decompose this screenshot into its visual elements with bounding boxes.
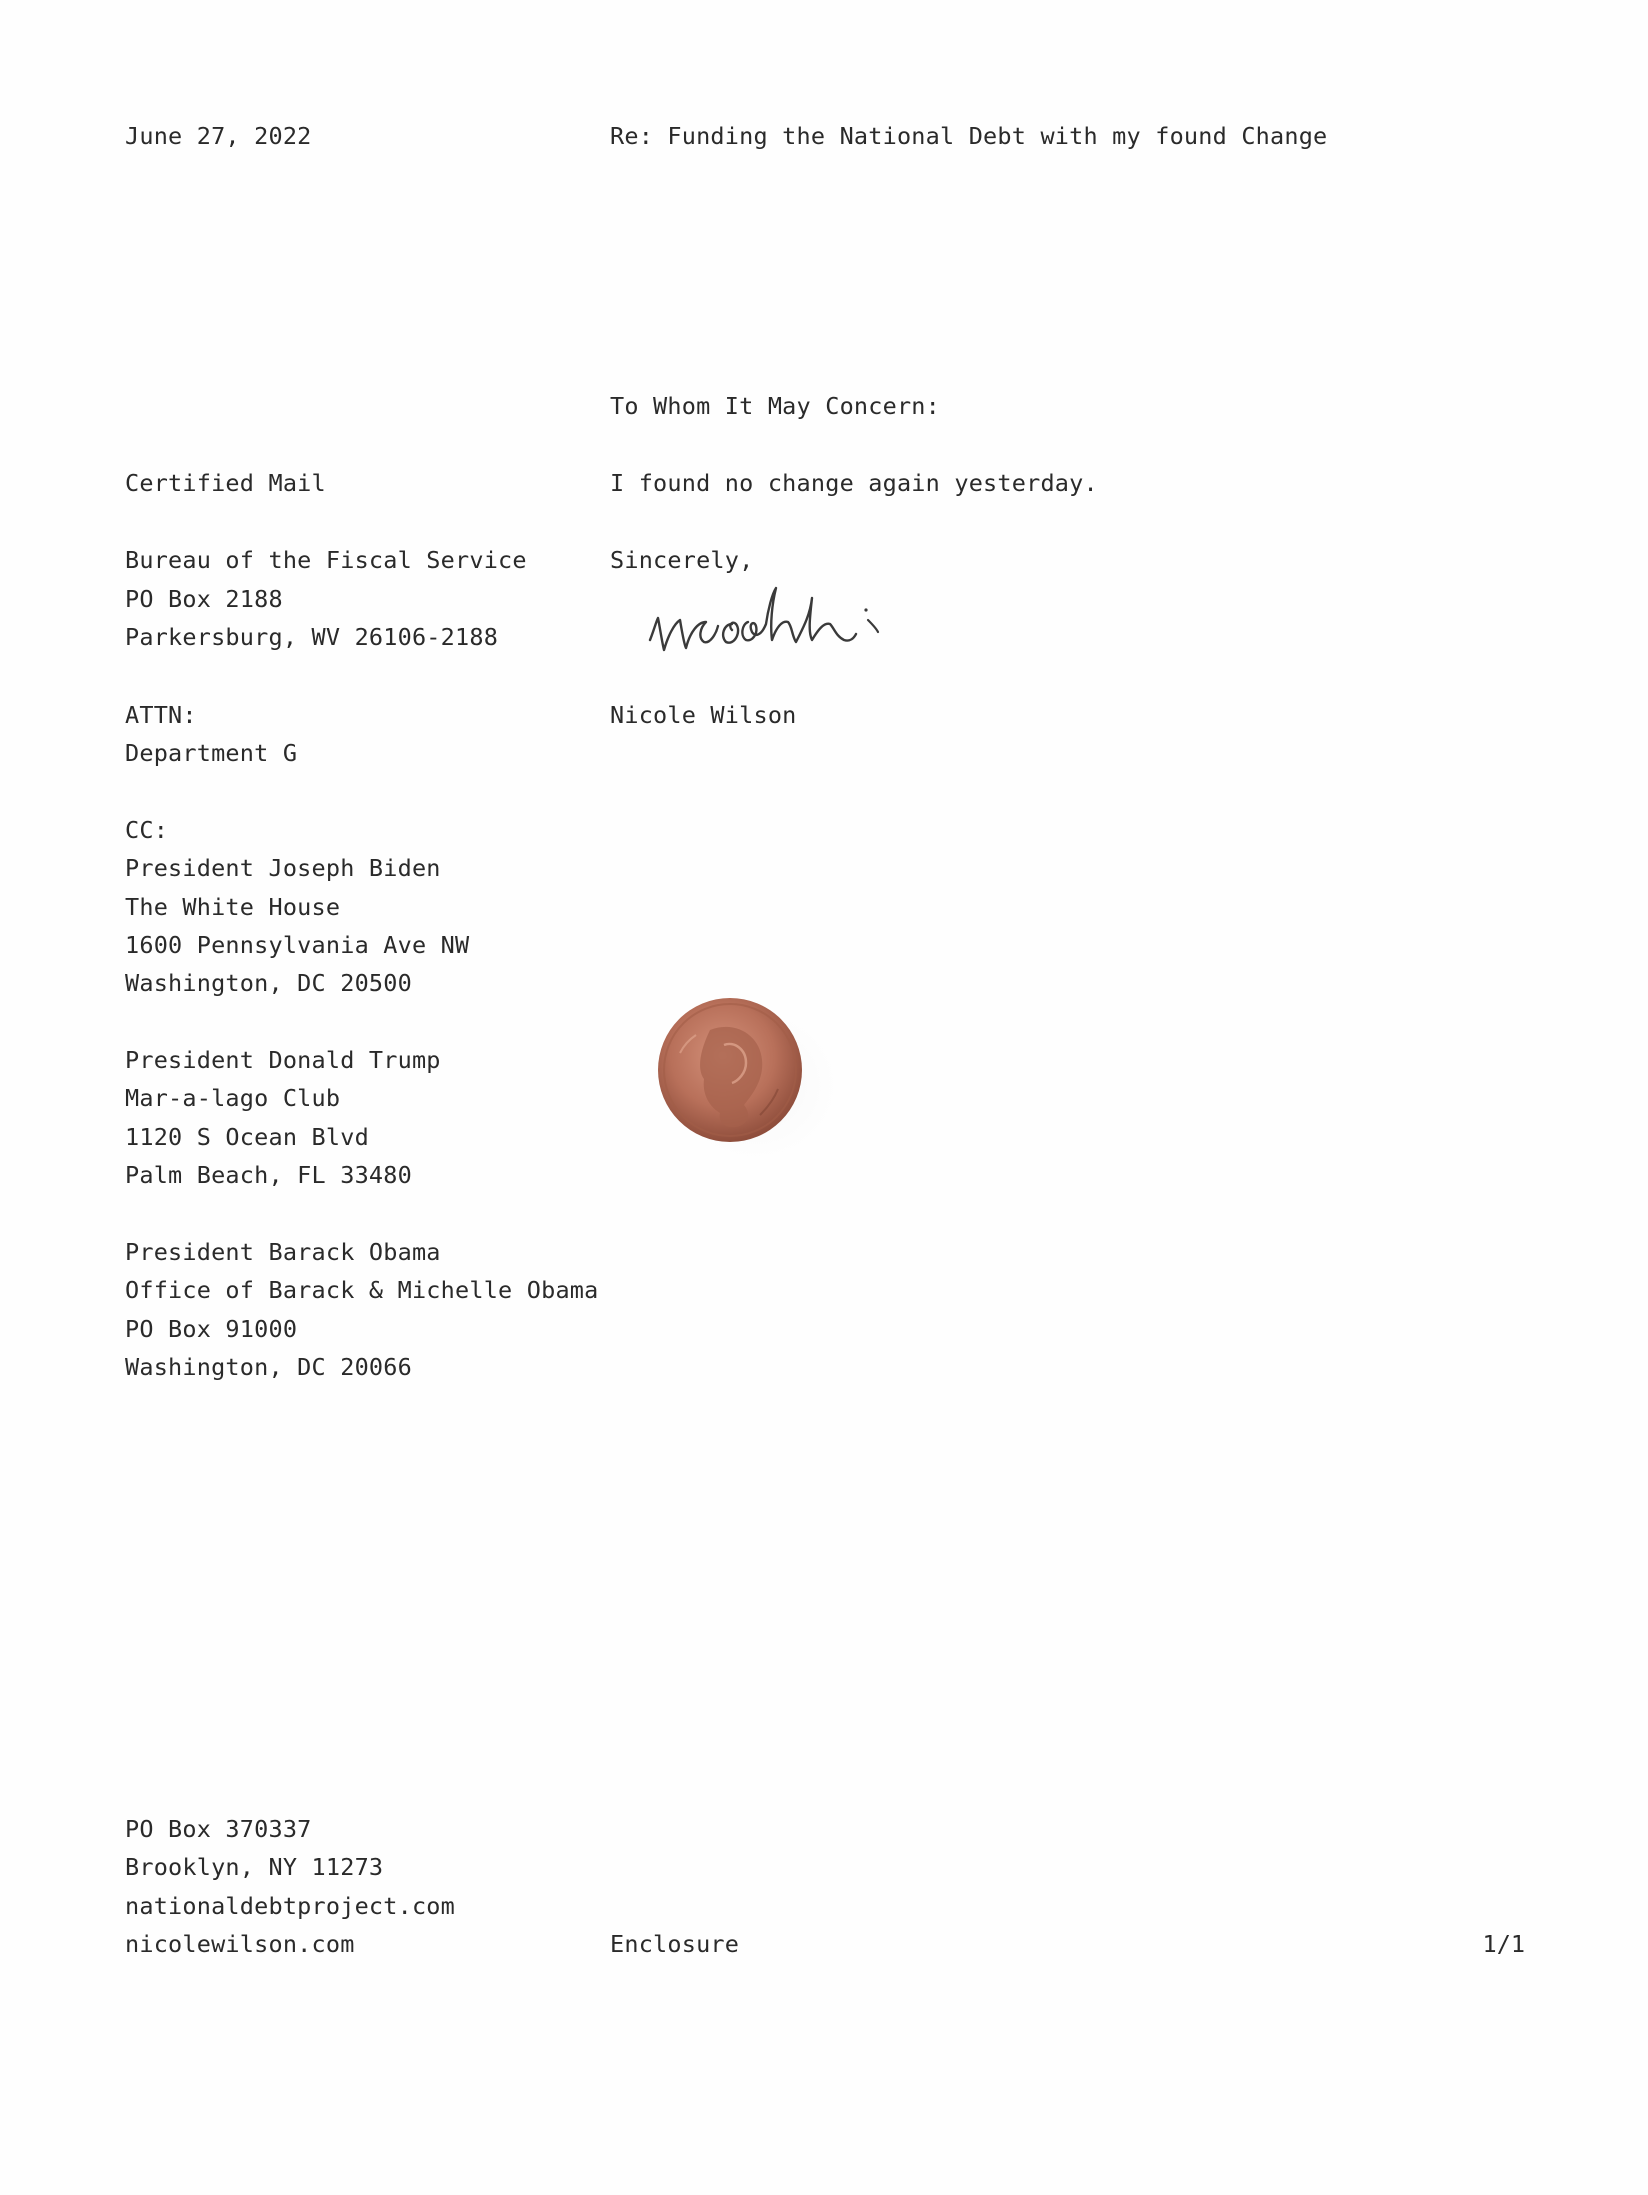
cc-line: Office of Barack & Michelle Obama (125, 1276, 599, 1304)
letter-date: June 27, 2022 (125, 122, 312, 150)
cc-line: 1600 Pennsylvania Ave NW (125, 931, 470, 959)
enclosure-label: Enclosure (610, 1930, 740, 1958)
cc-line: President Joseph Biden (125, 854, 441, 882)
signer-name: Nicole Wilson (610, 701, 797, 729)
cc-line: Palm Beach, FL 33480 (125, 1161, 412, 1189)
recipient-line: PO Box 2188 (125, 585, 283, 613)
closing: Sincerely, (610, 546, 754, 574)
page-number: 1/1 (1482, 1930, 1525, 1958)
mail-type: Certified Mail (125, 469, 326, 497)
signature-icon (640, 580, 960, 670)
cc-line: President Barack Obama (125, 1238, 441, 1266)
letter-subject: Re: Funding the National Debt with my found Change (610, 122, 1328, 150)
body-text: I found no change again yesterday. (610, 469, 1098, 497)
cc-line: PO Box 91000 (125, 1315, 298, 1343)
cc-label: CC: (125, 816, 169, 844)
website-link: nicolewilson.com (125, 1930, 355, 1958)
recipient-line: Bureau of the Fiscal Service (125, 546, 527, 574)
return-address-line: Brooklyn, NY 11273 (125, 1853, 384, 1881)
attn-label: ATTN: (125, 701, 197, 729)
salutation: To Whom It May Concern: (610, 392, 941, 420)
return-address-line: PO Box 370337 (125, 1815, 312, 1843)
cc-line: Washington, DC 20066 (125, 1353, 412, 1381)
cc-line: 1120 S Ocean Blvd (125, 1123, 369, 1151)
website-link: nationaldebtproject.com (125, 1892, 456, 1920)
cc-line: The White House (125, 893, 341, 921)
cc-line: President Donald Trump (125, 1046, 441, 1074)
penny-coin-icon (640, 975, 860, 1195)
recipient-line: Parkersburg, WV 26106-2188 (125, 623, 499, 651)
attn-value: Department G (125, 739, 298, 767)
cc-line: Mar-a-lago Club (125, 1084, 341, 1112)
cc-line: Washington, DC 20500 (125, 969, 412, 997)
